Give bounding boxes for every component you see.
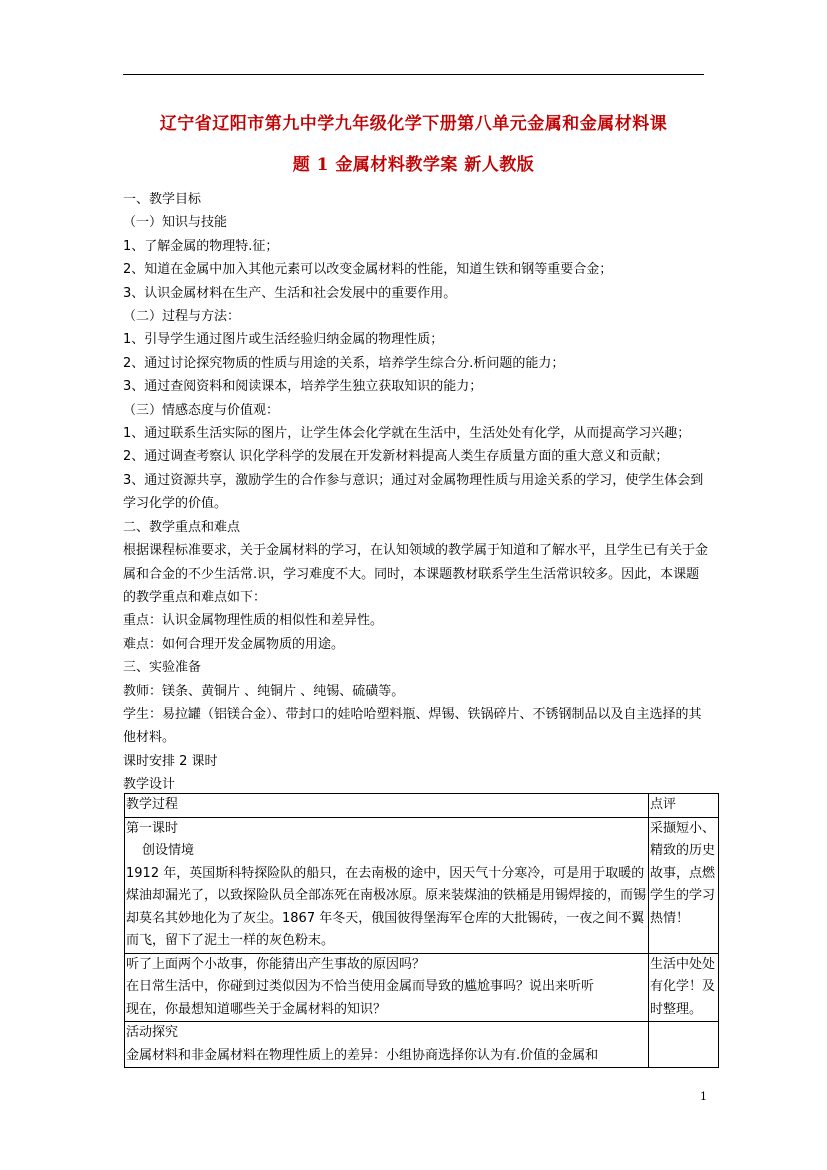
cell-line: 在日常生活中，你碰到过类似因为不恰当使用金属而导致的尴尬事吗？说出来听听 — [126, 979, 595, 994]
cell-line: 创设情境 — [142, 843, 195, 858]
paragraph: 3、认识金属材料在生产、生活和社会发展中的重要作用。 — [123, 285, 457, 301]
table-cell-process — [125, 1022, 649, 1068]
table-cell-comment — [649, 1022, 719, 1068]
cell-paragraph: 1912 年，英国斯科特探险队的船只，在去南极的途中，因天气十分寒冷，可是用于取暖的煤油却漏光了，以致探险队员全部冻死在南极冰原。原来装煤油的铁桶是用锡焊接的，而锡却莫名其妙地化为了灰尘。1867 年冬天，俄国彼得堡海军仓库的大批锡砖，一夜之间不翼而飞，留下了泥土一样的灰色粉末。 — [126, 865, 647, 948]
table-cell-comment: 采撷短小、精致的历史故事，点燃学生的学习热情！ — [649, 817, 719, 953]
table-cell-comment: 生活中处处有化学！及时整理。 — [649, 953, 719, 1022]
section-heading: 一、教学目标 — [123, 192, 202, 207]
document-body — [123, 188, 723, 797]
paragraph: 2、通过讨论探究物质的性质与用途的关系，培养学生综合分.析问题的能力； — [123, 355, 565, 371]
paragraph: 学生：易拉罐（铝镁合金）、带封口的娃哈哈塑料瓶、焊锡、铁锅碎片、不锈钢制品以及自主选择的其他材料。 — [123, 706, 702, 746]
page-number: 1 — [700, 1090, 707, 1103]
section-heading: 二、教学重点和难点 — [123, 519, 241, 535]
section-heading: 三、实验准备 — [123, 660, 202, 676]
table-header-cell: 点评 — [649, 794, 719, 818]
cell-line: 活动探究 — [126, 1025, 179, 1040]
cell-line: 现在，你最想知道哪些关于金属材料的知识？ — [126, 1001, 387, 1017]
table-row — [125, 953, 719, 1022]
paragraph: 3、通过资源共享，激励学生的合作参与意识；通过对金属物理性质与用途关系的学习，使学生体会到学习化学的价值。 — [123, 472, 704, 512]
teaching-design-table — [124, 793, 719, 1068]
paragraph: 3、通过查阅资料和阅读课本，培养学生独立获取知识的能力； — [123, 379, 483, 395]
document-title-line-1: 辽宁省辽阳市第九中学九年级化学下册第八单元金属和金属材料课 — [159, 114, 668, 134]
subsection-heading: （一）知识与技能 — [123, 215, 228, 231]
cell-line: 听了上面两个小故事，你能猜出产生事故的原因吗？ — [126, 956, 426, 972]
paragraph: 难点：如何合理开发金属物质的用途。 — [123, 636, 345, 652]
table-header-row — [125, 794, 719, 818]
table-row — [125, 817, 719, 953]
paragraph: 教师：镁条、黄铜片 、纯铜片 、纯锡、硫磺等。 — [123, 683, 405, 699]
cell-line: 金属材料和非金属材料在物理性质上的差异：小组协商选择你认为有.价值的金属和 — [126, 1047, 599, 1063]
table-cell-process — [125, 817, 649, 953]
document-title-line-2: 题 1 金属材料教学案 新人教版 — [292, 155, 535, 175]
subsection-heading: （三）情感态度与价值观： — [123, 402, 280, 418]
table-cell-process — [125, 953, 649, 1022]
cell-line: 第一课时 — [126, 820, 179, 836]
paragraph: 课时安排 2 课时 — [123, 753, 218, 769]
paragraph: 2、知道在金属中加入其他元素可以改变金属材料的性能，知道生铁和钢等重要合金； — [123, 262, 613, 278]
table-row — [125, 1022, 719, 1068]
table-header-cell: 教学过程 — [125, 794, 649, 818]
paragraph: 2、通过调查考察认 识化学科学的发展在开发新材料提高人类生存质量方面的重大意义和贡献； — [123, 449, 669, 465]
paragraph: 教学设计 — [123, 777, 176, 793]
paragraph: 根据课程标准要求，关于金属材料的学习，在认知领域的教学属于知道和了解水平，且学生已有关于金属和合金的不少生活常.识，学习难度不大。同时，本课题教材联系学生生活常识较多。因此，本课题的教学重点和难点如下： — [123, 543, 709, 605]
paragraph: 1、了解金属的物理特.征； — [123, 238, 279, 254]
paragraph: 重点：认识金属物理性质的相似性和差异性。 — [123, 613, 384, 629]
paragraph: 1、通过联系生活实际的图片，让学生体会化学就在生活中，生活处处有化学，从而提高学习兴趣； — [123, 426, 691, 442]
paragraph: 1、引导学生通过图片或生活经验归纳金属的物理性质； — [123, 332, 444, 348]
header-rule — [123, 74, 704, 75]
subsection-heading: （二）过程与方法： — [123, 309, 241, 325]
